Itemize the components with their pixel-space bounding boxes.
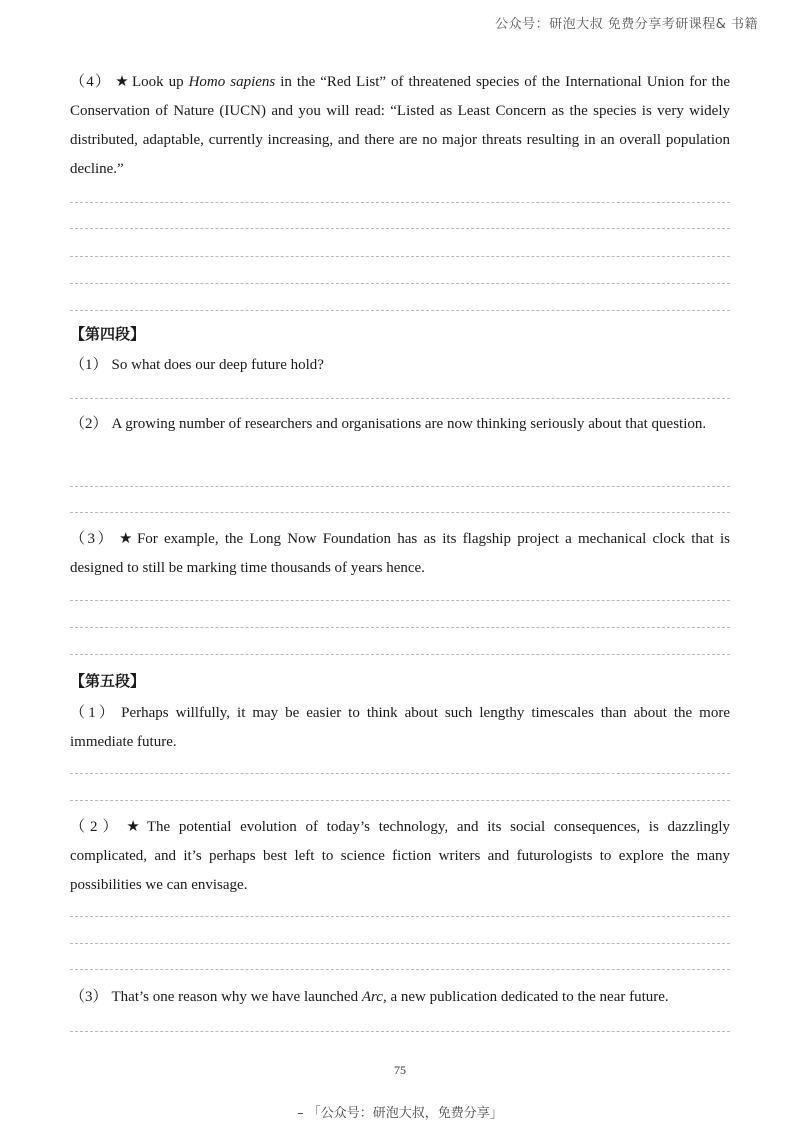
answer-line (70, 228, 730, 229)
item-text: So what does our deep future hold? (111, 357, 324, 373)
answer-line (70, 202, 730, 203)
answer-line (70, 1031, 730, 1032)
section-title: 【第五段】 (70, 672, 146, 690)
answer-line (70, 512, 730, 513)
item-text: That’s one reason why we have launched (111, 989, 362, 1005)
paragraph-item (70, 351, 730, 380)
answer-line (70, 600, 730, 601)
paragraph-item (70, 983, 730, 1012)
item-text: Look up (131, 74, 189, 90)
answer-line (70, 398, 730, 399)
answer-line (70, 256, 730, 257)
paragraph-item (70, 410, 730, 439)
paragraph-item (70, 68, 730, 184)
answer-line (70, 310, 730, 311)
answer-line (70, 654, 730, 655)
answer-line (70, 283, 730, 284)
paragraph-item (70, 813, 730, 900)
item-number: （2） (70, 416, 108, 432)
item-text: The potential evolution of today’s technology, and its social consequences, is dazzlingly complicated, and it’s perhaps best left to science fiction writers and futurologists to explore the many possibilities we can envisage. (70, 819, 730, 893)
section-title: 【第四段】 (70, 325, 146, 343)
item-text: in the “Red List” of threatened species of the International Union for the Conservation of Nature (IUCN) and you will read: “Listed as Least Concern as the species is very widely distributed, adaptable, currently increasing, and there are no major threats resulting in an overall population decline.” (70, 74, 731, 177)
paragraph-item (70, 525, 730, 583)
page-header: 公众号：研泡大叔 免费分享考研课程& 书籍 (495, 17, 758, 32)
item-text: Perhaps willfully, it may be easier to think about such lengthy timescales than about the more immediate future. (70, 705, 730, 750)
item-number: （1） (70, 357, 108, 373)
answer-line (70, 486, 730, 487)
answer-line (70, 943, 730, 944)
item-number: （3） (70, 531, 115, 547)
star-icon: ★ (118, 531, 135, 547)
item-text-italic: Arc (361, 989, 383, 1005)
page-footer: – 「公众号：研泡大叔，免费分享」 (297, 1106, 503, 1121)
page-number: 75 (394, 1063, 406, 1077)
answer-line (70, 916, 730, 917)
item-text: For example, the Long Now Foundation has as its flagship project a mechanical clock that is designed to still be marking time thousands of years hence. (70, 531, 730, 576)
item-text: , a new publication dedicated to the near future. (382, 989, 669, 1005)
answer-line (70, 800, 730, 801)
item-number: （3） (70, 989, 108, 1005)
item-text: A growing number of researchers and organisations are now thinking seriously about that question. (111, 416, 707, 432)
item-text-italic: Homo sapiens (188, 74, 276, 90)
answer-line (70, 969, 730, 970)
answer-line (70, 627, 730, 628)
item-number: （2） (70, 819, 123, 835)
star-icon: ★ (115, 74, 130, 90)
answer-line (70, 773, 730, 774)
item-number: （4） (70, 74, 112, 90)
star-icon: ★ (126, 819, 145, 835)
paragraph-item (70, 699, 730, 757)
item-number: （1） (70, 705, 118, 721)
